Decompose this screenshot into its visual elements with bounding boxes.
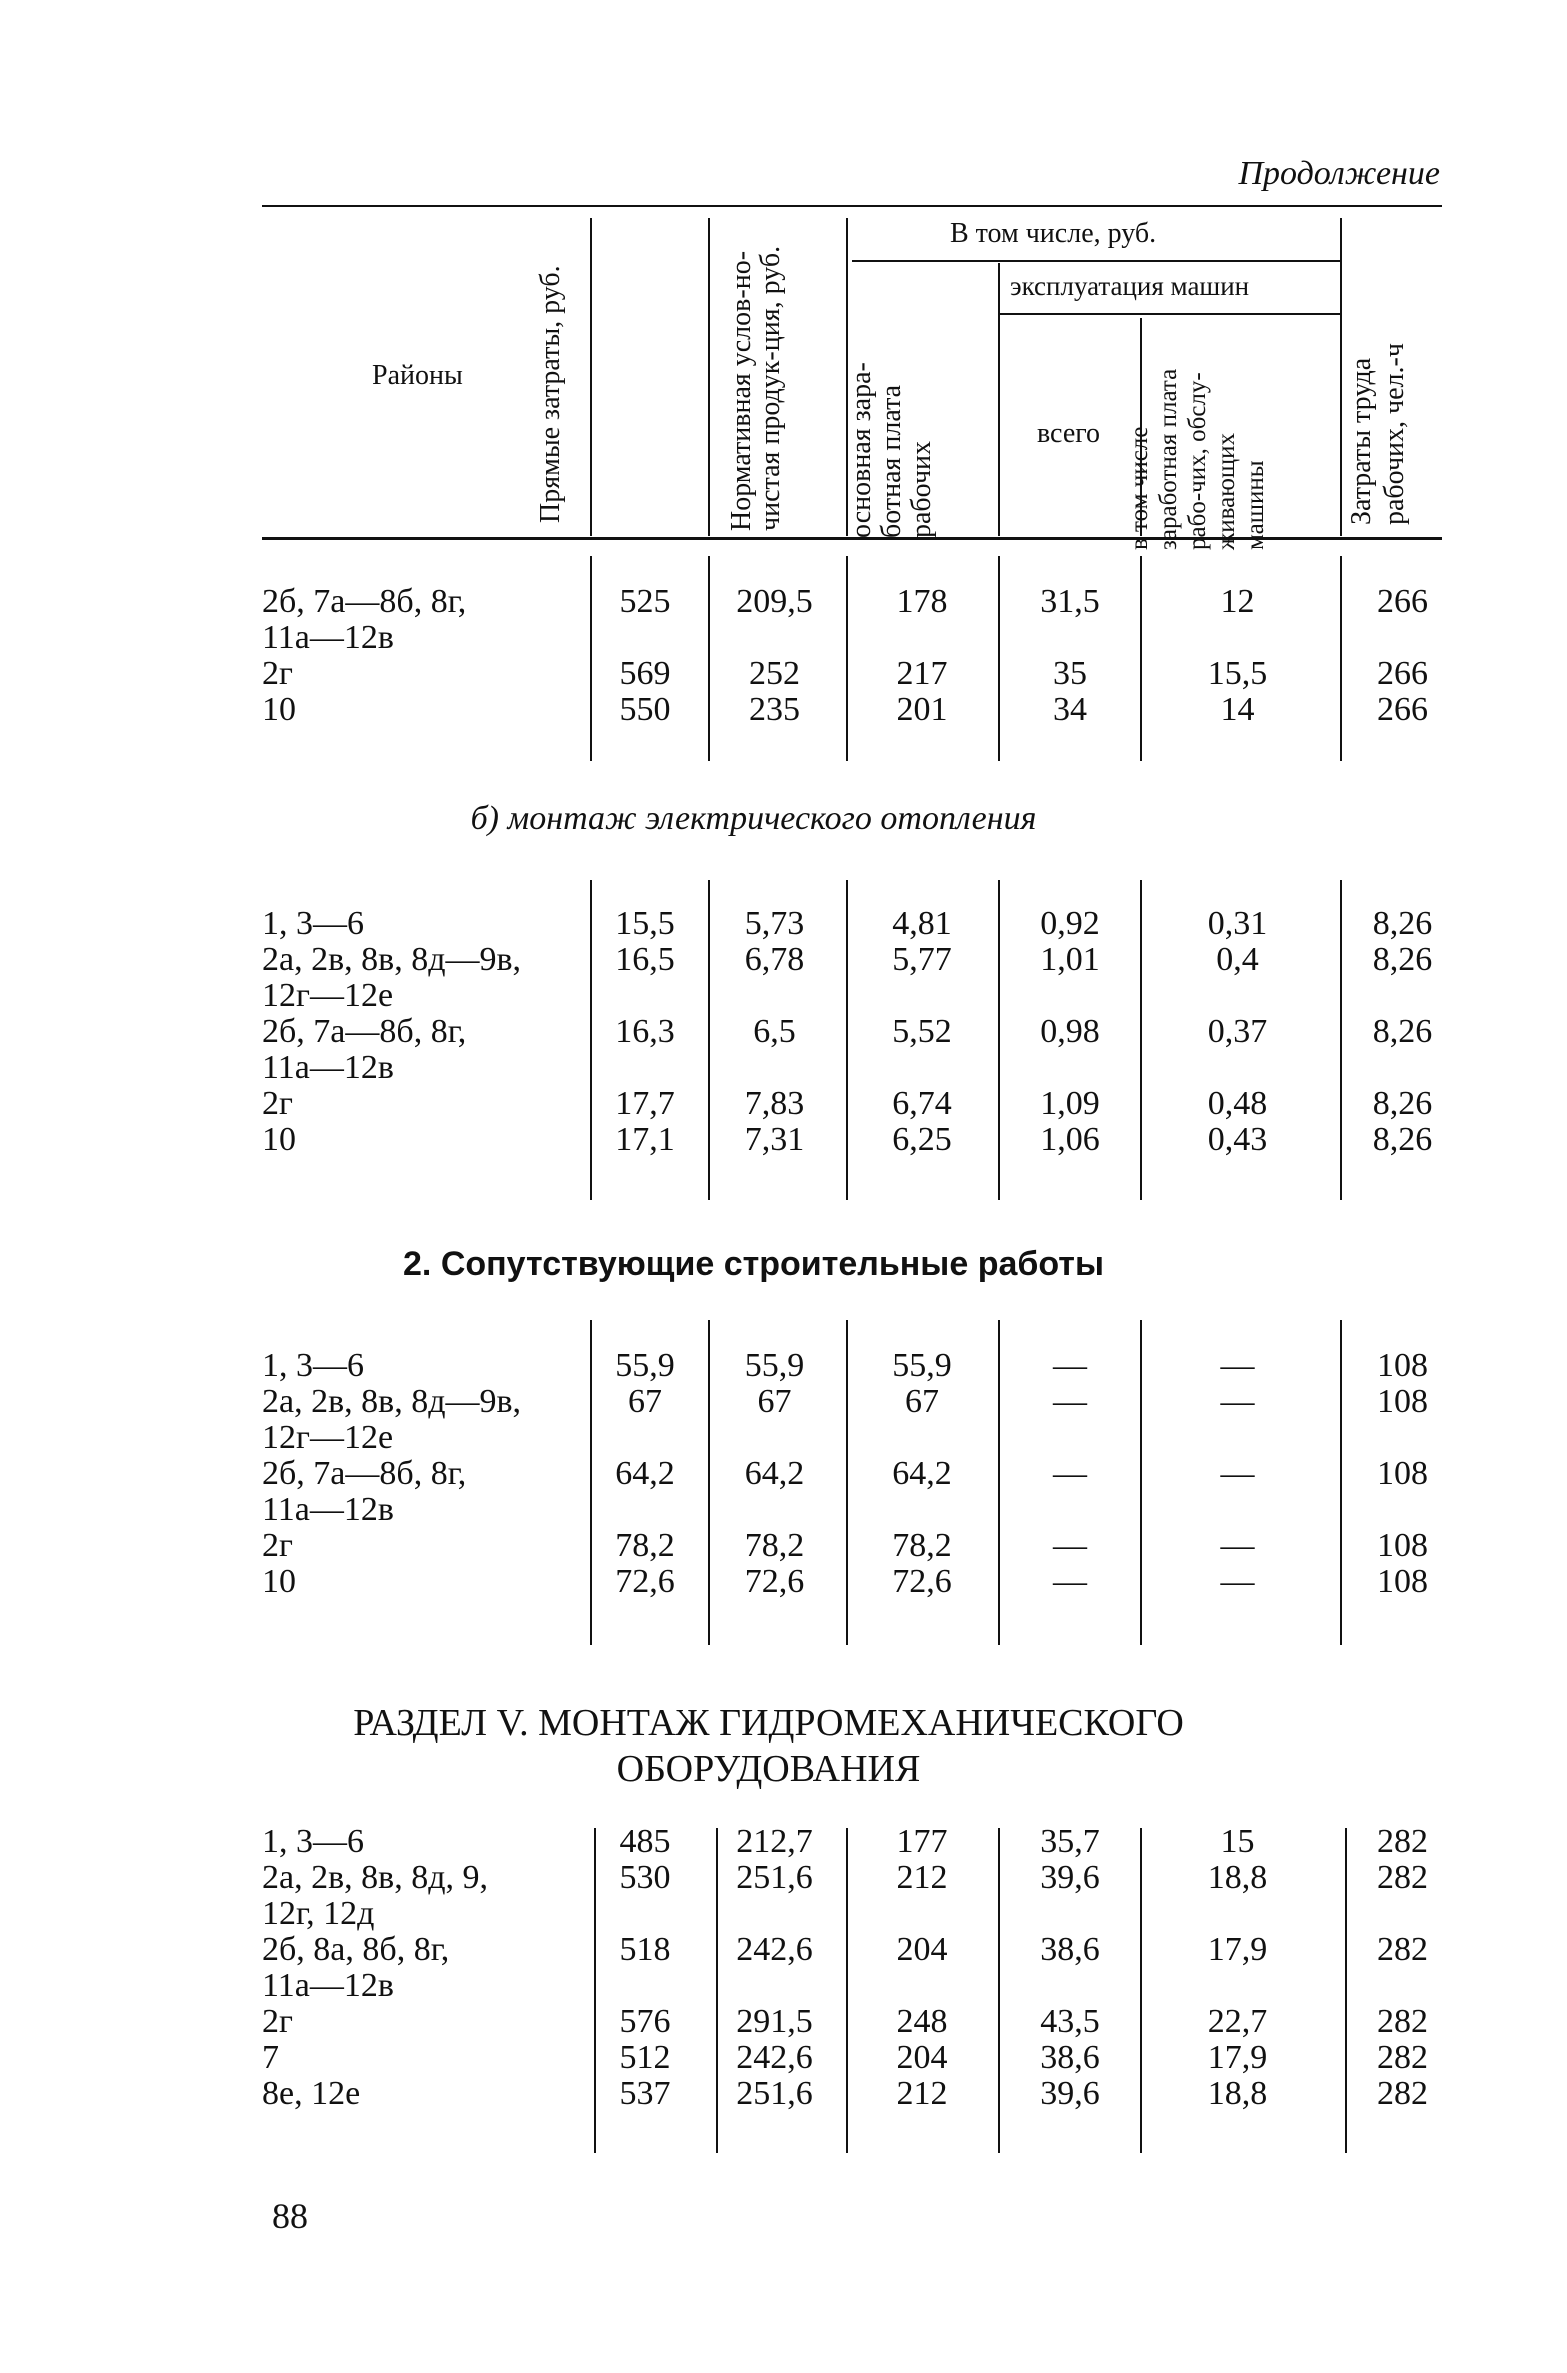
value-cell: 252 — [749, 655, 800, 692]
value-cell: 78,2 — [892, 1527, 952, 1564]
region-cell: 2г — [262, 1527, 293, 1564]
region-cell: 2г — [262, 2003, 293, 2040]
table-row — [0, 2075, 1567, 2111]
value-cell: 8,26 — [1372, 1085, 1433, 1122]
value-cell: 266 — [1377, 583, 1428, 620]
value-cell: 14 — [1220, 691, 1255, 728]
header-normative-output — [727, 221, 823, 531]
value-cell: 550 — [619, 691, 671, 728]
value-cell: 15,5 — [615, 905, 675, 942]
value-cell: 178 — [896, 583, 948, 620]
table-row — [0, 1347, 1567, 1383]
value-cell: 17,7 — [615, 1085, 675, 1122]
region-cell: 11а—12в — [262, 1491, 394, 1528]
value-cell: 16,3 — [615, 1013, 675, 1050]
header-sep — [708, 218, 710, 536]
value-cell: 39,6 — [1040, 2075, 1100, 2112]
region-cell: 11а—12в — [262, 1967, 394, 2004]
value-cell: — — [1220, 1527, 1255, 1564]
value-cell: 282 — [1377, 2039, 1428, 2076]
value-cell: 55,9 — [892, 1347, 952, 1384]
value-cell: 72,6 — [615, 1563, 675, 1600]
value-cell: — — [1053, 1563, 1087, 1600]
region-cell: 2б, 7а—8б, 8г, — [262, 1013, 467, 1050]
value-cell: 78,2 — [744, 1527, 805, 1564]
value-cell: — — [1053, 1455, 1087, 1492]
header-sep — [1340, 218, 1342, 536]
value-cell: 38,6 — [1040, 2039, 1100, 2076]
value-cell: 1,01 — [1040, 941, 1100, 978]
value-cell: 6,78 — [744, 941, 805, 978]
value-cell: 201 — [896, 691, 948, 728]
value-cell: 251,6 — [736, 1859, 813, 1896]
value-cell: 15,5 — [1207, 655, 1268, 692]
value-cell: 248 — [896, 2003, 948, 2040]
region-cell: 2б, 7а—8б, 8г, — [262, 583, 467, 620]
section-title-related-works: 2. Сопутствующие строительные работы — [403, 1245, 1104, 1283]
value-cell: 212 — [896, 1859, 948, 1896]
value-cell: 35,7 — [1040, 1823, 1100, 1860]
header-base-wages-text: основная зара-ботная плата рабочих — [846, 362, 937, 538]
machine-rule — [1000, 313, 1340, 315]
value-cell: 266 — [1377, 691, 1428, 728]
value-cell: 266 — [1377, 655, 1428, 692]
table-row — [0, 1859, 1567, 1932]
value-cell: — — [1220, 1347, 1255, 1384]
value-cell: 576 — [619, 2003, 671, 2040]
value-cell: 64,2 — [744, 1455, 805, 1492]
value-cell: — — [1220, 1563, 1255, 1600]
value-cell: 485 — [619, 1823, 671, 1860]
value-cell: 18,8 — [1207, 2075, 1268, 2112]
value-cell: 72,6 — [744, 1563, 805, 1600]
region-cell: 2а, 2в, 8в, 8д—9в, — [262, 941, 522, 978]
value-cell: 530 — [619, 1859, 671, 1896]
value-cell: 8,26 — [1372, 905, 1433, 942]
value-cell: 8,26 — [1372, 1121, 1433, 1158]
value-cell: 12 — [1220, 583, 1255, 620]
value-cell: 43,5 — [1040, 2003, 1100, 2040]
header-labor-costs-text: Затраты труда рабочих, чел.-ч — [1346, 343, 1410, 525]
value-cell: 282 — [1377, 1859, 1428, 1896]
value-cell: 17,9 — [1207, 2039, 1268, 2076]
table-row — [0, 583, 1567, 656]
table-row — [0, 1563, 1567, 1599]
value-cell: 282 — [1377, 1823, 1428, 1860]
value-cell: 212 — [896, 2075, 948, 2112]
table-row — [0, 2003, 1567, 2039]
header-total: всего — [1037, 418, 1101, 449]
value-cell: 108 — [1377, 1455, 1428, 1492]
table-row — [0, 1121, 1567, 1157]
value-cell: 177 — [896, 1823, 948, 1860]
header-sep — [998, 263, 1000, 536]
table-row — [0, 2039, 1567, 2075]
region-cell: 10 — [262, 1121, 296, 1158]
value-cell: — — [1220, 1455, 1255, 1492]
value-cell: 1,06 — [1040, 1121, 1100, 1158]
value-cell: 4,81 — [892, 905, 952, 942]
header-machine-operation: эксплуатация машин — [1010, 271, 1250, 301]
value-cell: 282 — [1377, 2075, 1428, 2112]
region-cell: 2а, 2в, 8в, 8д, 9, — [262, 1859, 488, 1896]
value-cell: 7,31 — [744, 1121, 805, 1158]
header-labor-costs — [1345, 265, 1415, 525]
value-cell: 204 — [896, 1931, 948, 1968]
value-cell: 251,6 — [736, 2075, 813, 2112]
header-incl-wages-machine-text: в том числе заработная плата рабо-чих, обслу-живающих машины — [1126, 368, 1269, 550]
table-row — [0, 1383, 1567, 1456]
header-base-wages — [847, 318, 943, 538]
value-cell: 0,4 — [1216, 941, 1259, 978]
value-cell: 8,26 — [1372, 1013, 1433, 1050]
value-cell: 64,2 — [615, 1455, 675, 1492]
subsection-title-electric-heating: б) монтаж электрического отопления — [470, 800, 1037, 837]
continuation-label: Продолжение — [1238, 155, 1440, 192]
value-cell: 78,2 — [615, 1527, 675, 1564]
value-cell: 108 — [1377, 1563, 1428, 1600]
region-cell: 1, 3—6 — [262, 1823, 364, 1860]
table-row — [0, 691, 1567, 727]
value-cell: 67 — [905, 1383, 939, 1420]
region-cell: 2г — [262, 1085, 293, 1122]
value-cell: 34 — [1053, 691, 1087, 728]
value-cell: 16,5 — [615, 941, 675, 978]
value-cell: — — [1053, 1527, 1087, 1564]
header-regions: Районы — [372, 360, 463, 391]
region-cell: 12г—12е — [262, 1419, 394, 1456]
value-cell: 209,5 — [736, 583, 813, 620]
header-normative-output-text: Нормативная услов-но-чистая продук-ция, руб. — [726, 245, 786, 531]
value-cell: 5,73 — [744, 905, 805, 942]
header-incl-wages-machine — [1125, 350, 1275, 550]
region-cell: 10 — [262, 1563, 296, 1600]
value-cell: 31,5 — [1040, 583, 1100, 620]
section-title-hydromechanical-text: РАЗДЕЛ V. МОНТАЖ ГИДРОМЕХАНИЧЕСКОГО ОБОРУДОВАНИЯ — [353, 1702, 1184, 1790]
value-cell: 6,74 — [892, 1085, 952, 1122]
value-cell: 1,09 — [1040, 1085, 1100, 1122]
table-row — [0, 1013, 1567, 1086]
table-row — [0, 905, 1567, 941]
value-cell: 242,6 — [736, 2039, 813, 2076]
region-cell: 2а, 2в, 8в, 8д—9в, — [262, 1383, 522, 1420]
value-cell: 6,5 — [753, 1013, 796, 1050]
value-cell: 242,6 — [736, 1931, 813, 1968]
value-cell: 18,8 — [1207, 1859, 1268, 1896]
value-cell: 7,83 — [744, 1085, 805, 1122]
value-cell: 22,7 — [1207, 2003, 1268, 2040]
value-cell: — — [1220, 1383, 1255, 1420]
value-cell: 204 — [896, 2039, 948, 2076]
region-cell: 8е, 12е — [262, 2075, 361, 2112]
value-cell: 55,9 — [744, 1347, 805, 1384]
value-cell: 17,1 — [615, 1121, 675, 1158]
table-row — [0, 1527, 1567, 1563]
value-cell: 64,2 — [892, 1455, 952, 1492]
value-cell: 5,77 — [892, 941, 952, 978]
value-cell: — — [1053, 1383, 1087, 1420]
header-including: В том числе, руб. — [950, 218, 1157, 249]
header-direct-costs — [535, 223, 615, 523]
value-cell: 512 — [619, 2039, 671, 2076]
region-cell: 1, 3—6 — [262, 905, 364, 942]
value-cell: 0,31 — [1207, 905, 1268, 942]
value-cell: 8,26 — [1372, 941, 1433, 978]
region-cell: 1, 3—6 — [262, 1347, 364, 1384]
value-cell: 6,25 — [892, 1121, 952, 1158]
region-cell: 7 — [262, 2039, 279, 2076]
including-rule — [852, 260, 1340, 262]
value-cell: 235 — [749, 691, 800, 728]
table-row — [0, 1085, 1567, 1121]
region-cell: 11а—12в — [262, 619, 394, 656]
value-cell: 72,6 — [892, 1563, 952, 1600]
value-cell: 0,37 — [1207, 1013, 1268, 1050]
value-cell: 67 — [757, 1383, 792, 1420]
value-cell: 108 — [1377, 1347, 1428, 1384]
value-cell: 0,43 — [1207, 1121, 1268, 1158]
value-cell: 537 — [619, 2075, 671, 2112]
region-cell: 12г—12е — [262, 977, 394, 1014]
page-number: 88 — [272, 2196, 308, 2236]
value-cell: — — [1053, 1347, 1087, 1384]
value-cell: 108 — [1377, 1527, 1428, 1564]
header-direct-costs-text: Прямые затраты, руб. — [535, 265, 566, 523]
region-cell: 2б, 8а, 8б, 8г, — [262, 1931, 450, 1968]
header-top-rule — [262, 205, 1442, 207]
table-row — [0, 1823, 1567, 1859]
region-cell: 2г — [262, 655, 293, 692]
value-cell: 39,6 — [1040, 1859, 1100, 1896]
value-cell: 0,98 — [1040, 1013, 1100, 1050]
value-cell: 35 — [1053, 655, 1087, 692]
table-row — [0, 655, 1567, 691]
value-cell: 108 — [1377, 1383, 1428, 1420]
region-cell: 2б, 7а—8б, 8г, — [262, 1455, 467, 1492]
value-cell: 569 — [619, 655, 671, 692]
value-cell: 212,7 — [736, 1823, 813, 1860]
value-cell: 525 — [619, 583, 671, 620]
value-cell: 55,9 — [615, 1347, 675, 1384]
table-row — [0, 1455, 1567, 1528]
value-cell: 67 — [628, 1383, 662, 1420]
value-cell: 217 — [896, 655, 948, 692]
table-row — [0, 1931, 1567, 2004]
value-cell: 38,6 — [1040, 1931, 1100, 1968]
value-cell: 15 — [1220, 1823, 1255, 1860]
value-cell: 17,9 — [1207, 1931, 1268, 1968]
value-cell: 282 — [1377, 2003, 1428, 2040]
region-cell: 12г, 12д — [262, 1895, 375, 1932]
region-cell: 11а—12в — [262, 1049, 394, 1086]
table-row — [0, 941, 1567, 1014]
value-cell: 5,52 — [892, 1013, 952, 1050]
value-cell: 518 — [619, 1931, 671, 1968]
value-cell: 0,92 — [1040, 905, 1100, 942]
value-cell: 282 — [1377, 1931, 1428, 1968]
section-title-hydromechanical — [0, 1700, 1552, 1792]
value-cell: 0,48 — [1207, 1085, 1268, 1122]
value-cell: 291,5 — [736, 2003, 813, 2040]
region-cell: 10 — [262, 691, 296, 728]
